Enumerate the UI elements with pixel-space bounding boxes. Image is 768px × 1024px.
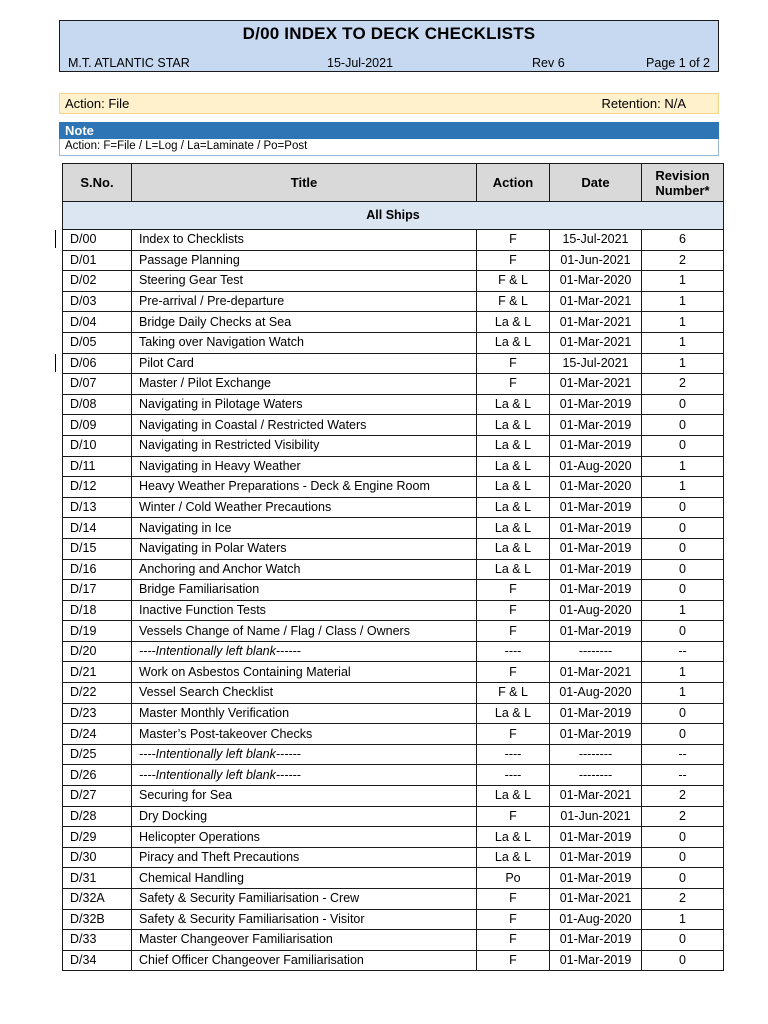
cell-sno: D/17 xyxy=(63,580,132,601)
table-row xyxy=(63,435,724,456)
table-row xyxy=(63,271,724,292)
cell-title: Vessels Change of Name / Flag / Class / Owners xyxy=(132,621,477,642)
table-row xyxy=(63,950,724,971)
cell-title: Inactive Function Tests xyxy=(132,600,477,621)
table-row xyxy=(63,868,724,889)
cell-sno: D/02 xyxy=(63,271,132,292)
cell-revision: 1 xyxy=(642,291,724,312)
cell-date: 01-Aug-2020 xyxy=(550,600,642,621)
cell-date: 01-Mar-2019 xyxy=(550,580,642,601)
cell-title: Index to Checklists xyxy=(132,230,477,251)
cell-action: F & L xyxy=(477,683,550,704)
cell-title: Dry Docking xyxy=(132,806,477,827)
cell-date: 01-Mar-2021 xyxy=(550,662,642,683)
cell-revision: -- xyxy=(642,765,724,786)
cell-date: 01-Mar-2019 xyxy=(550,559,642,580)
cell-title: Master / Pilot Exchange xyxy=(132,374,477,395)
cell-date: -------- xyxy=(550,744,642,765)
cell-sno: D/03 xyxy=(63,291,132,312)
cell-action: ---- xyxy=(477,641,550,662)
note-heading-bar xyxy=(59,122,719,139)
document-header xyxy=(59,20,719,72)
cell-title: ----Intentionally left blank------ xyxy=(132,641,477,662)
table-row xyxy=(63,230,724,251)
section-row xyxy=(63,202,724,230)
cell-title: Navigating in Coastal / Restricted Waters xyxy=(132,415,477,436)
cell-title: Steering Gear Test xyxy=(132,271,477,292)
cell-date: 01-Mar-2021 xyxy=(550,786,642,807)
vessel-name: M.T. ATLANTIC STAR xyxy=(68,56,190,70)
cell-date: 01-Mar-2021 xyxy=(550,889,642,910)
cell-action: F xyxy=(477,889,550,910)
cell-sno: D/28 xyxy=(63,806,132,827)
cell-sno: D/26 xyxy=(63,765,132,786)
revision-label: Rev 6 xyxy=(532,56,565,70)
table-row xyxy=(63,456,724,477)
cell-date: 15-Jul-2021 xyxy=(550,230,642,251)
table-row xyxy=(63,291,724,312)
cell-action: F xyxy=(477,580,550,601)
table-row xyxy=(63,580,724,601)
table-row xyxy=(63,312,724,333)
cell-revision: 1 xyxy=(642,332,724,353)
cell-title: Safety & Security Familiarisation - Crew xyxy=(132,889,477,910)
cell-revision: 1 xyxy=(642,909,724,930)
cell-date: 01-Aug-2020 xyxy=(550,683,642,704)
cell-sno: D/24 xyxy=(63,724,132,745)
cell-action: La & L xyxy=(477,332,550,353)
table-row xyxy=(63,827,724,848)
action-label: Action: File xyxy=(65,96,130,111)
cell-action: ---- xyxy=(477,744,550,765)
cell-date: -------- xyxy=(550,641,642,662)
cell-revision: -- xyxy=(642,641,724,662)
cell-revision: 0 xyxy=(642,930,724,951)
cell-action: La & L xyxy=(477,703,550,724)
cell-sno: D/14 xyxy=(63,518,132,539)
cell-revision: 0 xyxy=(642,538,724,559)
cell-title: Taking over Navigation Watch xyxy=(132,332,477,353)
cell-revision: 2 xyxy=(642,786,724,807)
cell-action: La & L xyxy=(477,456,550,477)
action-retention-bar xyxy=(59,93,719,114)
cell-revision: 1 xyxy=(642,353,724,374)
cell-title: Chemical Handling xyxy=(132,868,477,889)
cell-action: F xyxy=(477,662,550,683)
checklist-index-table xyxy=(62,163,724,971)
cell-revision: 2 xyxy=(642,250,724,271)
cell-title: Master’s Post-takeover Checks xyxy=(132,724,477,745)
cell-action: F xyxy=(477,724,550,745)
cell-sno: D/34 xyxy=(63,950,132,971)
table-row xyxy=(63,724,724,745)
cell-action: La & L xyxy=(477,477,550,498)
cell-revision: 1 xyxy=(642,683,724,704)
change-marker xyxy=(55,354,56,372)
cell-sno: D/05 xyxy=(63,332,132,353)
cell-sno: D/11 xyxy=(63,456,132,477)
cell-revision: 1 xyxy=(642,312,724,333)
cell-title: Chief Officer Changeover Familiarisation xyxy=(132,950,477,971)
cell-date: 01-Jun-2021 xyxy=(550,250,642,271)
table-row xyxy=(63,332,724,353)
cell-title: Vessel Search Checklist xyxy=(132,683,477,704)
table-row xyxy=(63,374,724,395)
cell-revision: 0 xyxy=(642,580,724,601)
cell-sno: D/00 xyxy=(63,230,132,251)
cell-title: Helicopter Operations xyxy=(132,827,477,848)
cell-sno: D/29 xyxy=(63,827,132,848)
cell-title: Master Changeover Familiarisation xyxy=(132,930,477,951)
cell-sno: D/32B xyxy=(63,909,132,930)
table-row xyxy=(63,538,724,559)
cell-date: 01-Aug-2020 xyxy=(550,909,642,930)
page-number: Page 1 of 2 xyxy=(646,56,710,70)
cell-title: Navigating in Pilotage Waters xyxy=(132,394,477,415)
table-row xyxy=(63,518,724,539)
change-marker xyxy=(55,230,56,248)
table-row xyxy=(63,806,724,827)
cell-revision: 0 xyxy=(642,868,724,889)
cell-revision: 0 xyxy=(642,621,724,642)
cell-title: Navigating in Restricted Visibility xyxy=(132,435,477,456)
cell-action: F xyxy=(477,353,550,374)
cell-sno: D/06 xyxy=(63,353,132,374)
cell-sno: D/04 xyxy=(63,312,132,333)
table-row xyxy=(63,559,724,580)
document-title: D/00 INDEX TO DECK CHECKLISTS xyxy=(242,24,536,43)
cell-title: Anchoring and Anchor Watch xyxy=(132,559,477,580)
cell-action: F xyxy=(477,909,550,930)
cell-title: Safety & Security Familiarisation - Visitor xyxy=(132,909,477,930)
table-row xyxy=(63,765,724,786)
table-row xyxy=(63,683,724,704)
cell-title: Navigating in Polar Waters xyxy=(132,538,477,559)
cell-sno: D/19 xyxy=(63,621,132,642)
note-heading: Note xyxy=(65,123,94,138)
cell-sno: D/12 xyxy=(63,477,132,498)
cell-sno: D/18 xyxy=(63,600,132,621)
cell-action: La & L xyxy=(477,559,550,580)
cell-date: 01-Mar-2019 xyxy=(550,868,642,889)
cell-revision: -- xyxy=(642,744,724,765)
cell-date: 01-Mar-2019 xyxy=(550,827,642,848)
cell-action: La & L xyxy=(477,847,550,868)
cell-date: 01-Mar-2021 xyxy=(550,291,642,312)
cell-date: 01-Aug-2020 xyxy=(550,456,642,477)
cell-revision: 1 xyxy=(642,477,724,498)
cell-title: Securing for Sea xyxy=(132,786,477,807)
cell-action: F xyxy=(477,930,550,951)
column-header-date: Date xyxy=(550,164,642,202)
table-row xyxy=(63,909,724,930)
cell-sno: D/13 xyxy=(63,497,132,518)
cell-revision: 0 xyxy=(642,724,724,745)
retention-label: Retention: N/A xyxy=(601,96,686,111)
cell-title: Pre-arrival / Pre-departure xyxy=(132,291,477,312)
cell-revision: 0 xyxy=(642,394,724,415)
cell-title: Bridge Familiarisation xyxy=(132,580,477,601)
cell-title: Heavy Weather Preparations - Deck & Engine Room xyxy=(132,477,477,498)
cell-title: Work on Asbestos Containing Material xyxy=(132,662,477,683)
cell-revision: 6 xyxy=(642,230,724,251)
cell-date: 01-Mar-2021 xyxy=(550,374,642,395)
cell-revision: 2 xyxy=(642,374,724,395)
cell-title: Navigating in Ice xyxy=(132,518,477,539)
cell-date: 01-Mar-2019 xyxy=(550,950,642,971)
cell-sno: D/31 xyxy=(63,868,132,889)
cell-date: 01-Mar-2020 xyxy=(550,271,642,292)
table-row xyxy=(63,847,724,868)
cell-title: Piracy and Theft Precautions xyxy=(132,847,477,868)
table-row xyxy=(63,477,724,498)
cell-sno: D/21 xyxy=(63,662,132,683)
table-row xyxy=(63,786,724,807)
cell-revision: 1 xyxy=(642,662,724,683)
cell-action: F xyxy=(477,230,550,251)
cell-sno: D/08 xyxy=(63,394,132,415)
cell-title: Navigating in Heavy Weather xyxy=(132,456,477,477)
cell-date: 01-Jun-2021 xyxy=(550,806,642,827)
cell-sno: D/10 xyxy=(63,435,132,456)
cell-date: 01-Mar-2019 xyxy=(550,538,642,559)
cell-action: ---- xyxy=(477,765,550,786)
column-header-action: Action xyxy=(477,164,550,202)
cell-date: 01-Mar-2021 xyxy=(550,312,642,333)
cell-sno: D/16 xyxy=(63,559,132,580)
cell-action: F xyxy=(477,250,550,271)
cell-date: 01-Mar-2019 xyxy=(550,930,642,951)
cell-revision: 1 xyxy=(642,600,724,621)
cell-sno: D/32A xyxy=(63,889,132,910)
cell-revision: 0 xyxy=(642,415,724,436)
cell-revision: 2 xyxy=(642,806,724,827)
cell-revision: 0 xyxy=(642,847,724,868)
table-row xyxy=(63,250,724,271)
cell-action: F xyxy=(477,621,550,642)
cell-action: La & L xyxy=(477,518,550,539)
cell-action: La & L xyxy=(477,415,550,436)
cell-revision: 1 xyxy=(642,456,724,477)
cell-date: 01-Mar-2019 xyxy=(550,435,642,456)
cell-title: Winter / Cold Weather Precautions xyxy=(132,497,477,518)
cell-title: Bridge Daily Checks at Sea xyxy=(132,312,477,333)
note-box xyxy=(59,139,719,156)
column-header-title: Title xyxy=(132,164,477,202)
cell-title: ----Intentionally left blank------ xyxy=(132,744,477,765)
cell-revision: 0 xyxy=(642,435,724,456)
cell-revision: 0 xyxy=(642,703,724,724)
table-row xyxy=(63,600,724,621)
cell-sno: D/15 xyxy=(63,538,132,559)
cell-sno: D/07 xyxy=(63,374,132,395)
table-row xyxy=(63,744,724,765)
cell-action: Po xyxy=(477,868,550,889)
cell-revision: 0 xyxy=(642,497,724,518)
cell-revision: 0 xyxy=(642,950,724,971)
cell-date: 01-Mar-2019 xyxy=(550,394,642,415)
cell-revision: 1 xyxy=(642,271,724,292)
cell-sno: D/33 xyxy=(63,930,132,951)
cell-title: Pilot Card xyxy=(132,353,477,374)
cell-action: La & L xyxy=(477,538,550,559)
cell-sno: D/20 xyxy=(63,641,132,662)
cell-action: La & L xyxy=(477,394,550,415)
cell-date: 01-Mar-2019 xyxy=(550,703,642,724)
table-row xyxy=(63,889,724,910)
cell-action: La & L xyxy=(477,312,550,333)
table-row xyxy=(63,641,724,662)
cell-title: ----Intentionally left blank------ xyxy=(132,765,477,786)
cell-date: 01-Mar-2019 xyxy=(550,415,642,436)
cell-action: F & L xyxy=(477,271,550,292)
note-text: Action: F=File / L=Log / La=Laminate / Po=Post xyxy=(65,140,308,152)
cell-sno: D/30 xyxy=(63,847,132,868)
cell-sno: D/27 xyxy=(63,786,132,807)
table-row xyxy=(63,353,724,374)
cell-action: F xyxy=(477,600,550,621)
cell-action: F & L xyxy=(477,291,550,312)
table-row xyxy=(63,394,724,415)
column-header-revision xyxy=(642,164,724,202)
column-header-sno: S.No. xyxy=(63,164,132,202)
cell-date: 01-Mar-2019 xyxy=(550,497,642,518)
cell-sno: D/22 xyxy=(63,683,132,704)
cell-action: La & L xyxy=(477,827,550,848)
issue-date: 15-Jul-2021 xyxy=(327,56,394,70)
table-row xyxy=(63,497,724,518)
cell-action: F xyxy=(477,374,550,395)
cell-sno: D/23 xyxy=(63,703,132,724)
cell-action: La & L xyxy=(477,435,550,456)
cell-title: Passage Planning xyxy=(132,250,477,271)
cell-revision: 2 xyxy=(642,889,724,910)
cell-action: F xyxy=(477,806,550,827)
cell-revision: 0 xyxy=(642,559,724,580)
table-row xyxy=(63,930,724,951)
cell-sno: D/01 xyxy=(63,250,132,271)
cell-date: -------- xyxy=(550,765,642,786)
table-header-row xyxy=(63,164,724,202)
cell-sno: D/25 xyxy=(63,744,132,765)
table-row xyxy=(63,662,724,683)
cell-sno: D/09 xyxy=(63,415,132,436)
revision-header-text: Revision Number* xyxy=(655,167,710,198)
cell-action: La & L xyxy=(477,497,550,518)
cell-date: 01-Mar-2019 xyxy=(550,621,642,642)
cell-title: Master Monthly Verification xyxy=(132,703,477,724)
cell-action: F xyxy=(477,950,550,971)
cell-date: 15-Jul-2021 xyxy=(550,353,642,374)
table-row xyxy=(63,621,724,642)
cell-date: 01-Mar-2021 xyxy=(550,332,642,353)
cell-date: 01-Mar-2019 xyxy=(550,724,642,745)
cell-action: La & L xyxy=(477,786,550,807)
cell-revision: 0 xyxy=(642,827,724,848)
section-label: All Ships xyxy=(63,202,724,230)
cell-revision: 0 xyxy=(642,518,724,539)
cell-date: 01-Mar-2019 xyxy=(550,847,642,868)
table-row xyxy=(63,703,724,724)
table-row xyxy=(63,415,724,436)
cell-date: 01-Mar-2019 xyxy=(550,518,642,539)
cell-date: 01-Mar-2020 xyxy=(550,477,642,498)
